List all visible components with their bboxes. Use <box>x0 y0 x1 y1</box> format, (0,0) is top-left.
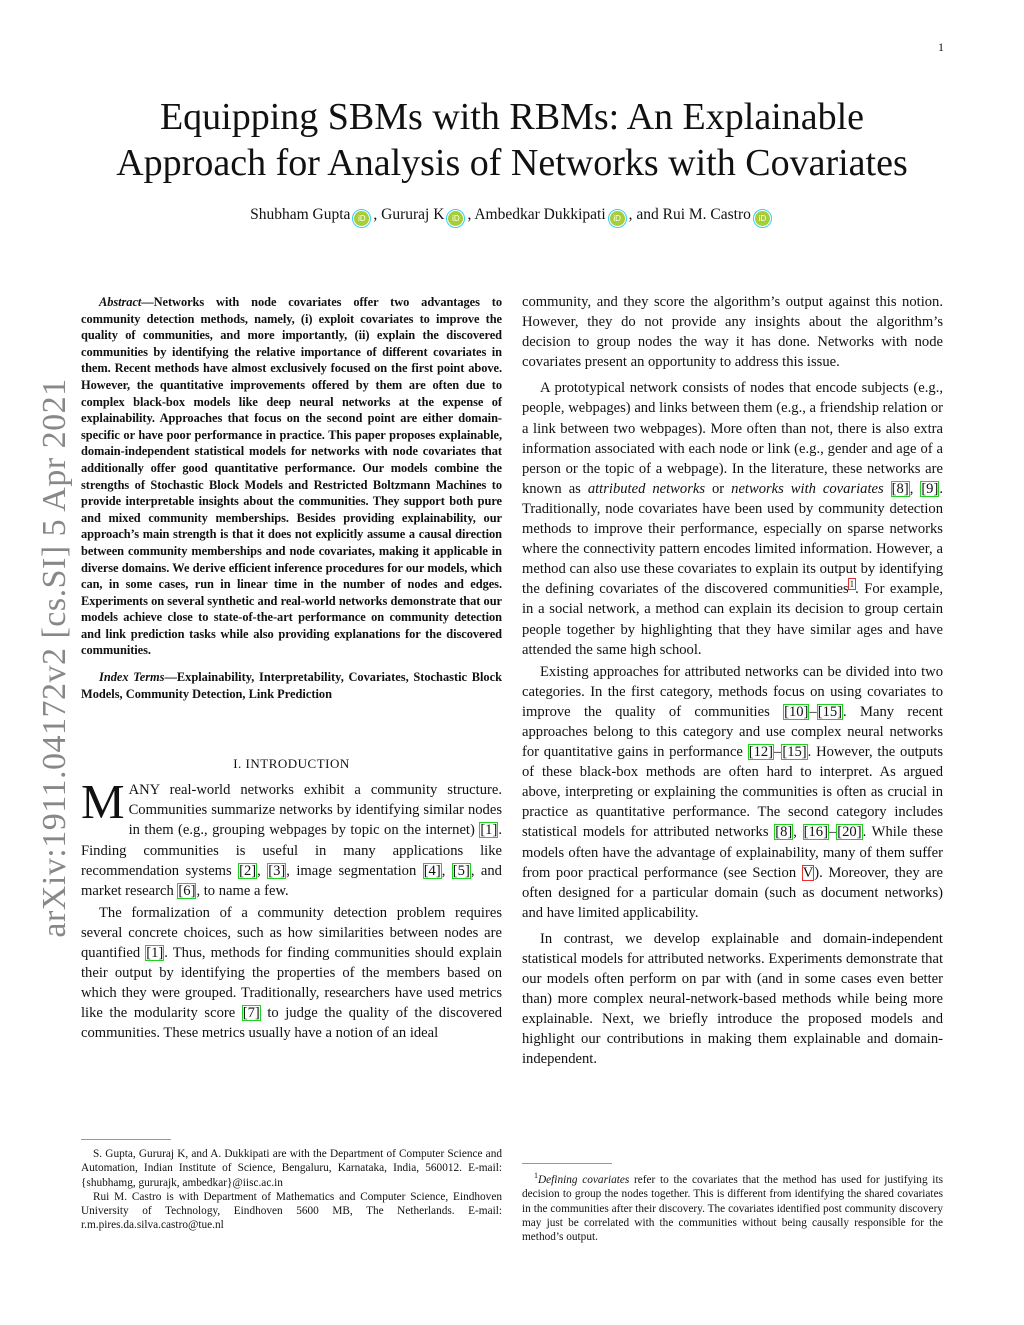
definition-footnote <box>522 1173 943 1244</box>
author-list <box>60 206 964 226</box>
right-paragraph-4: In contrast, we develop explainable and domain-independent statistical models for attributed networks. Experiments demonstrate that our models often perform on par with (and in some cases even better than) more complex neural-network-based methods while being more explainable. Next, we briefly introduce the proposed models and highlight our contributions in making them explainable and domain-independent. <box>522 930 943 1068</box>
citation-link[interactable]: [3] <box>268 862 286 879</box>
author-2: , Gururaj K <box>373 206 445 223</box>
footnote-rule-right <box>522 1163 612 1164</box>
citation-link[interactable]: [7] <box>242 1005 260 1022</box>
affiliation-tue: Rui M. Castro is with Department of Mathematics and Computer Science, Eindhoven University of Technology, Eindhoven 5600 MB, The Netherlands. E-mail: r.m.pires.da.silva.castro@tue.nl <box>81 1190 502 1232</box>
text-run: ANY real-world networks exhibit a community structure. Communities summarize networks by identifying similar nodes in them (e.g., grouping webpages by topic on the internet) <box>128 782 502 839</box>
text-run: , <box>793 824 803 841</box>
affiliation-footnote <box>81 1147 502 1233</box>
text-run: . However, the outputs of these black-box methods are often hard to interpret. As argued above, interpreting or explaining the communities is often as crucial in practice as quantitative performance. The second category includes statistical models for attributed networks <box>522 744 943 841</box>
citation-link[interactable]: [5] <box>452 862 470 879</box>
citation-link[interactable]: [16] <box>803 824 828 841</box>
page-number: 1 <box>938 40 944 54</box>
author-4: , and Rui M. Castro <box>628 206 751 223</box>
citation-link[interactable]: [12] <box>748 744 774 761</box>
orcid-icon[interactable]: iD <box>448 211 463 226</box>
orcid-icon[interactable]: iD <box>755 211 770 226</box>
text-run: , <box>909 480 921 497</box>
drop-cap: M <box>81 774 125 830</box>
citation-link[interactable]: [9] <box>921 480 939 497</box>
abstract-label: Abstract <box>99 295 142 309</box>
right-paragraph-1: community, and they score the algorithm’s output against this notion. However, they do not provide any insights about the algorithm’s decision to group nodes the way it has done. Networks with node covariates present an opportunity to address this issue. <box>522 294 943 371</box>
text-run: , and market research <box>81 862 502 899</box>
section-numeral: I. <box>233 756 246 772</box>
footnote-number: 1 <box>534 1171 538 1181</box>
text-run <box>884 481 891 497</box>
text-run: . Traditionally, node covariates have been used by community detection methods to improve their performance, especially on sparse networks where the connectivity pattern encodes limited information. However, a method can also use these covariates to explain its output by identifying the defining covariates of the discovered communities <box>522 480 943 598</box>
text-run: ). Moreover, they are often designed for a particular domain (such as document networks) and have limited applicability. <box>522 864 943 921</box>
citation-link[interactable]: [2] <box>239 862 257 879</box>
text-run: The formalization of a community detection problem requires several concrete choices, such as how similarities between nodes are quantified <box>81 904 502 961</box>
text-run: . For example, in a social network, a method can explain its decision to group certain people together by highlighting that they have similar ages and have attended the same high school. <box>522 581 943 658</box>
footnote-marker-link[interactable]: 1 <box>849 579 855 590</box>
index-terms-label: Index Terms <box>99 670 165 685</box>
citation-link[interactable]: [1] <box>146 945 164 961</box>
text-run: – <box>828 824 837 841</box>
text-run: – <box>774 744 782 761</box>
author-3: , Ambedkar Dukkipati <box>467 206 606 223</box>
citation-link[interactable]: [8] <box>891 480 909 497</box>
text-run: . Thus, methods for finding communities should explain their output by identifying the properties of the members based on which they were grouped. Traditionally, researchers have used metrics like the modularity score <box>81 945 502 1022</box>
index-terms <box>81 669 502 702</box>
title-line-1: Equipping SBMs with RBMs: An Explainable <box>159 96 865 138</box>
footnote-rule-left <box>81 1139 171 1140</box>
footnote-1 <box>522 1173 943 1244</box>
citation-link[interactable]: [15] <box>817 703 843 720</box>
emphasis: networks with covariates <box>731 480 884 497</box>
text-run: , to name a few. <box>196 882 289 899</box>
citation-link[interactable]: [8] <box>775 824 793 841</box>
orcid-icon[interactable]: iD <box>610 211 625 226</box>
section-reference-link[interactable]: V <box>802 864 814 881</box>
text-run: , <box>441 862 452 879</box>
citation-link[interactable]: [10] <box>784 703 809 720</box>
title-line-2: Approach for Analysis of Networks with Covariates <box>116 142 908 184</box>
section-title-initial: I <box>245 756 251 772</box>
affiliation-iisc: S. Gupta, Gururaj K, and A. Dukkipati are with the Department of Computer Science and Automation, Indian Institute of Science, Bengaluru, Karnataka, India, 560012. E-mail: {shubhamg, gururajk, ambedkar}@iisc.ac.in <box>81 1148 502 1189</box>
text-run: , image segmentation <box>286 862 423 879</box>
emphasis: attributed networks <box>587 480 706 497</box>
text-run: – <box>809 703 817 720</box>
right-paragraph-3 <box>522 662 943 923</box>
text-run: . While these models often have the advantage of explainability, many of them suffer from poor practical performance (see Section <box>522 824 944 881</box>
text-run: or <box>705 480 732 497</box>
text-run: A prototypical network consists of nodes that encode subjects (e.g., people, webpages) and links between them (e.g., a friendship relation or a link between two webpages). More often than not, there is also extra information associated with each node or link (e.g., gender and age of a person or the topic of a webpage). In the literature, these networks are known as <box>522 380 943 497</box>
right-column <box>522 292 943 1070</box>
left-column <box>81 294 502 1043</box>
citation-link[interactable]: [1] <box>480 822 498 839</box>
text-run: . Finding communities is useful in many applications like recommendation systems <box>81 822 502 879</box>
right-paragraph-2 <box>522 378 943 659</box>
arxiv-identifier-stamp[interactable]: arXiv:1911.04172v2 [cs.SI] 5 Apr 2021 <box>36 378 73 938</box>
orcid-icon[interactable]: iD <box>354 211 369 226</box>
citation-link[interactable]: [20] <box>837 824 862 841</box>
intro-paragraph-2 <box>81 903 502 1044</box>
intro-paragraph-1 <box>81 774 502 901</box>
author-1: Shubham Gupta <box>250 206 351 223</box>
citation-link[interactable]: [15] <box>782 744 807 761</box>
section-heading-introduction <box>81 756 502 772</box>
footnote-term: Defining covariates <box>538 1174 630 1186</box>
text-run: . Many recent approaches belong to this category and use complex neural networks for quantitative gains in performance <box>522 703 943 761</box>
text-run: Existing approaches for attributed networks can be divided into two categories. In the first category, methods focus on using covariates to improve the quality of communities <box>522 663 943 720</box>
section-title-rest: NTRODUCTION <box>250 756 350 772</box>
text-run: , <box>257 862 268 879</box>
footnote-text: refer to the covariates that the method has used for justifying its decision to group the nodes together. This is different from identifying the shared covariates in the communities after their discovery. The covariates identified post community discovery may just be correlated with the communities without being causally responsible for the method’s output. <box>522 1174 943 1244</box>
index-terms-text: —Explainability, Interpretability, Covariates, Stochastic Block Models, Community Detection, Link Prediction <box>81 670 502 701</box>
citation-link[interactable]: [4] <box>423 862 441 879</box>
text-run: to judge the quality of the discovered communities. These metrics usually have a notion of an ideal <box>81 1005 503 1042</box>
abstract-text: —Networks with node covariates offer two advantages to community detection methods, namely, (i) exploit covariates to improve the quality of communities, and more importantly, (ii) explain the discovered communities by identifying the relative importance of different covariates in them. Recent methods have almost exclusively focused on the first point above. However, the quantitative improvements offered by them are often due to complex black-box models like deep neural networks at the expense of explainability. Approaches that focus on the second point are either domain-specific or have poor performance in practice. This paper proposes explainable, domain-independent statistical models for networks with node covariates that additionally offer good quantitative performance. Our models combine the strengths of Stochastic Block Models and Restricted Boltzmann Machines to provide interpretable insights about the communities. They support both pure and mixed community memberships. Besides providing explainability, our approach’s main strength is that it does not explicitly assume a causal direction between community memberships and node covariates, making it applicable in diverse domains. We derive efficient inference procedures for our models, which can, in some cases, run in linear time in the number of nodes and edges. Experiments on several synthetic and real-world networks demonstrate that our models achieve close to state-of-the-art performance on community detection and link prediction tasks while also providing explanations for the discovered communities. <box>81 295 502 658</box>
paper-title <box>60 94 964 186</box>
abstract <box>81 294 502 659</box>
citation-link[interactable]: [6] <box>178 882 196 899</box>
